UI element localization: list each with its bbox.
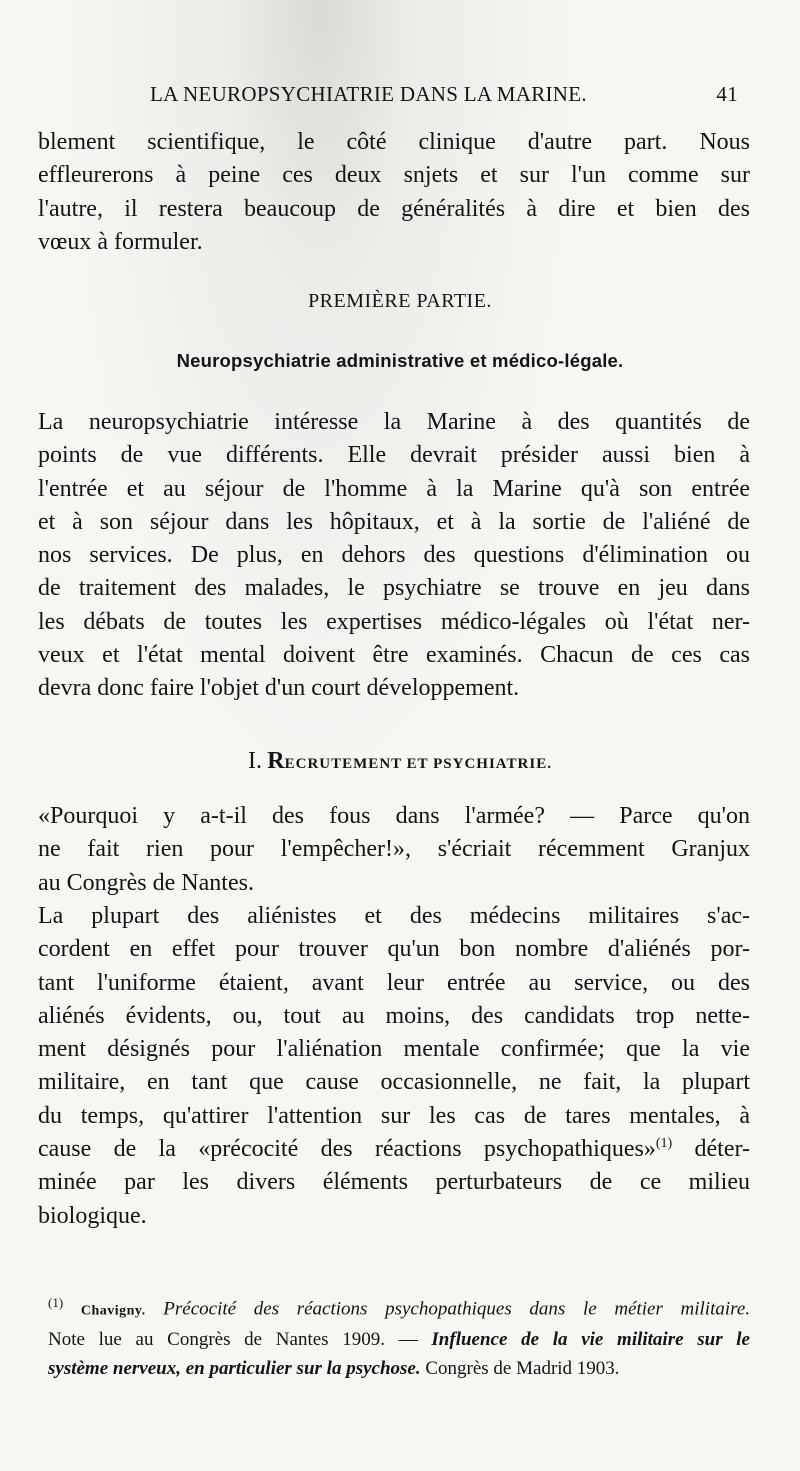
text-line [38,1133,750,1166]
footnote-title: système nerveux, en particulier sur la psychose. [48,1358,421,1380]
footnote-reference[interactable]: (1) [655,1136,673,1152]
text-line: aliénés évidents, ou, tout au moins, des candidats trop nette- [38,1002,750,1029]
text-line: l'entrée et au séjour de l'homme à la Marine qu'à son entrée [38,475,750,502]
quote-paragraph [38,800,750,900]
footnote-author: Chavigny. [80,1303,146,1319]
running-head [38,82,738,112]
intro-paragraph [38,126,750,259]
text-segment: cause de la «précocité des réactions psychopathiques» [38,1136,656,1163]
chapter-name: ECRUTEMENT ET PSYCHIATRIE. [284,756,552,772]
text-line: de traitement des malades, le psychiatre se trouve en jeu dans [38,575,750,602]
text-line: points de vue différents. Elle devrait présider aussi bien à [38,442,750,469]
text-line: blement scientifique, le côté clinique d'autre part. Nous [38,129,750,155]
footnote-title: Précocité des réactions psychopathiques dans le métier militaire. [163,1298,750,1320]
text-line: biologique. [38,1202,147,1229]
text-line: du temps, qu'attirer l'attention sur les cas de tares mentales, à [38,1102,750,1129]
text-line: effleurerons à peine ces deux snjets et sur l'un comme sur [38,162,750,189]
text-line: et à son séjour dans les hôpitaux, et à la sortie de l'aliéné de [38,508,750,535]
text-line: La neuropsychiatrie intéresse la Marine à des quantités de [38,409,750,435]
chapter-initial: R [267,748,285,774]
text-line: «Pourquoi y a-t-il des fous dans l'armée? — Parce qu'on [38,803,750,829]
text-line: minée par les divers éléments perturbateurs de ce milieu [38,1169,750,1196]
section-title: Neuropsychiatrie administrative et médico-légale. [176,350,624,371]
text-line: militaire, en tant que cause occasionnelle, ne fait, la plupart [38,1069,750,1096]
text-line: nos services. De plus, en dehors des questions d'élimination ou [38,542,750,569]
text-line: ne fait rien pour l'empêcher!», s'écriait récemment Granjux [38,836,750,863]
footnote-line [48,1325,750,1354]
footnote-marker: (1) [48,1295,64,1310]
page-number: 41 [716,82,738,106]
part-title: PREMIÈRE PARTIE. [308,290,492,312]
text-line: cordent en effet pour trouver qu'un bon nombre d'aliénés por- [38,936,750,963]
footnote-line [48,1354,750,1383]
text-line: ment désignés pour l'aliénation mentale confirmée; que la vie [38,1036,750,1063]
paragraph-1 [38,406,750,706]
text-line: vœux à formuler. [38,228,203,255]
footnote-line [48,1288,750,1325]
footnote-title: Influence de la vie militaire sur le [431,1329,750,1351]
text-segment: déter- [672,1136,751,1163]
footnote-text: Congrès de Madrid 1903. [420,1358,620,1380]
text-line: au Congrès de Nantes. [38,869,254,896]
text-line: tant l'uniforme étaient, avant leur entrée au service, ou des [38,969,750,996]
running-title: LA NEUROPSYCHIATRIE DANS LA MARINE. [150,82,587,106]
text-line: La plupart des aliénistes et des médecins militaires s'ac- [38,903,750,929]
footnote-text: Note lue au Congrès de Nantes 1909. — [48,1329,432,1351]
chapter-number: I. [248,748,263,774]
text-line: veux et l'état mental doivent être examinés. Chacun de ces cas [38,642,750,669]
text-line: devra donc faire l'objet d'un court développement. [38,675,520,702]
chapter-title [0,748,800,775]
footnote [48,1288,750,1383]
text-line: l'autre, il restera beaucoup de généralités à dire et bien des [38,195,750,222]
paragraph-2 [38,900,750,1233]
text-line: les débats de toutes les expertises médico-légales où l'état ner- [38,608,750,635]
